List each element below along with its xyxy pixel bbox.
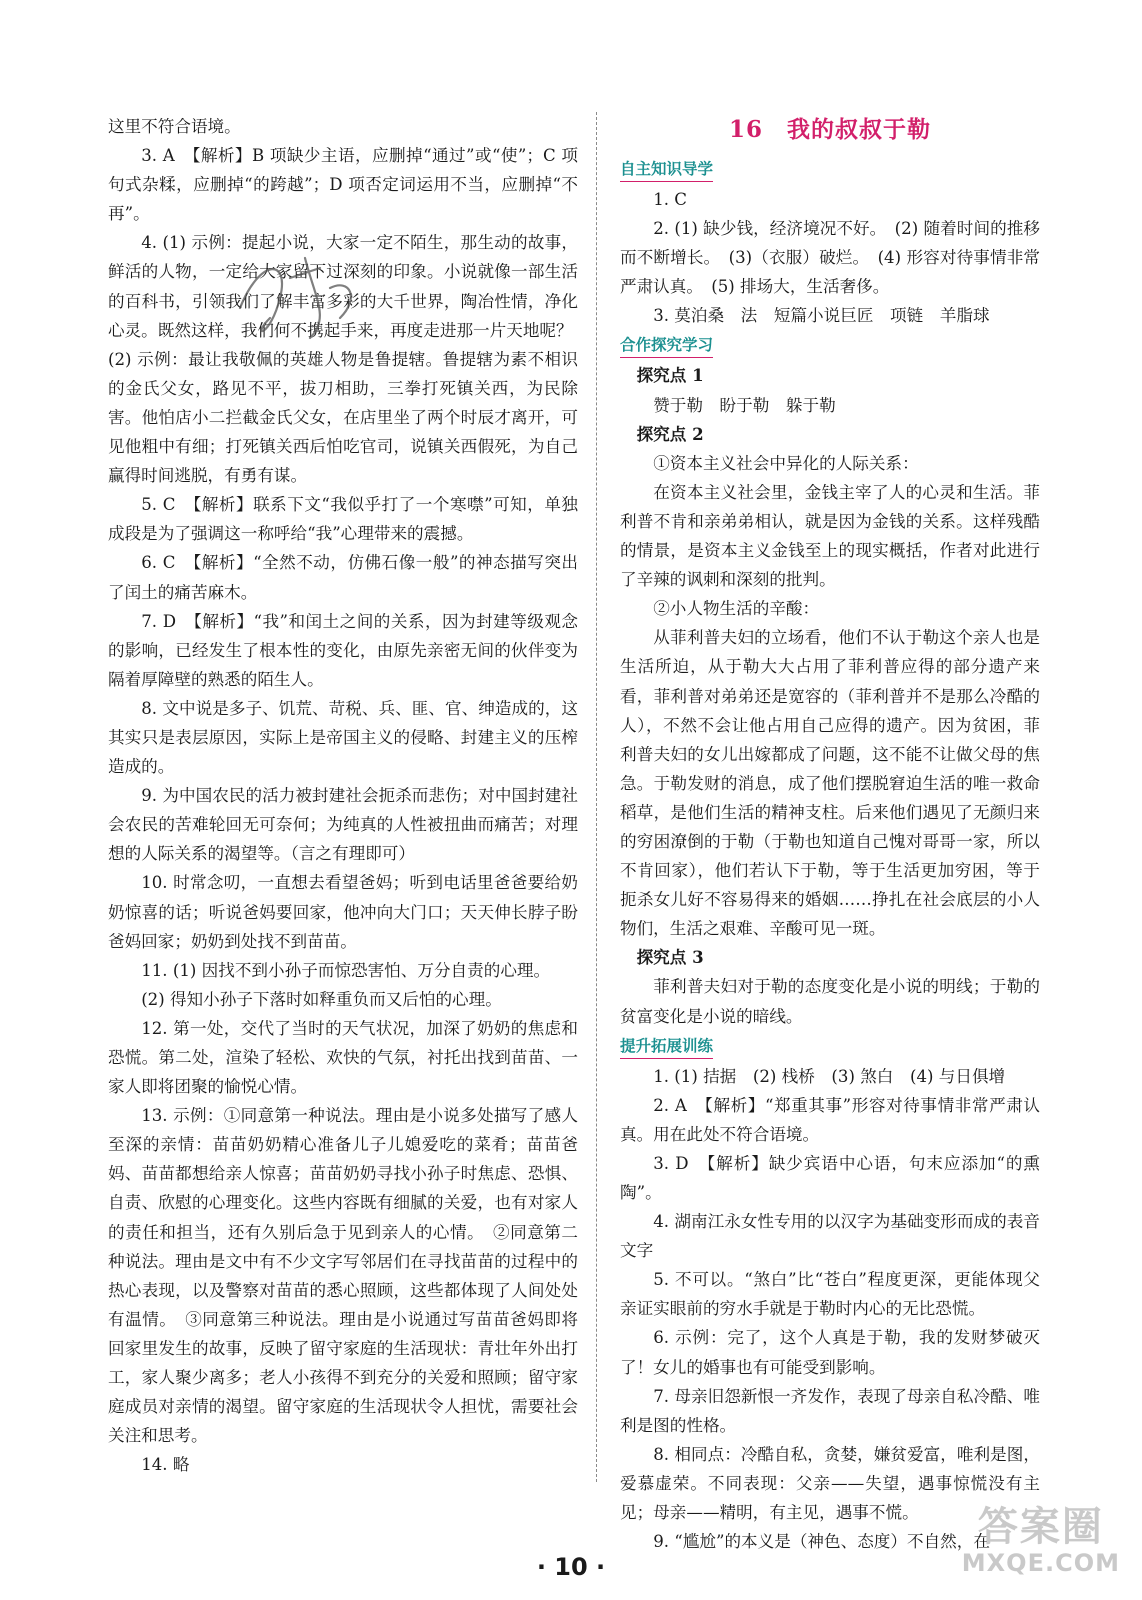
answer-paragraph: ①资本主义社会中异化的人际关系： xyxy=(653,453,919,473)
watermark-line2: MXQE.COM xyxy=(961,1549,1120,1577)
answer-paragraph: 在资本主义社会里，金钱主宰了人的心灵和生活。菲利普不肯和亲弟弟相认，就是因为金钱的关系。这样残酷的情景，是资本主义金钱至上的现实概括，作者对此进行了辛辣的讽刺和深刻的批判。 xyxy=(620,482,1040,590)
section-heading: 自主知识导学 xyxy=(620,157,713,182)
answer-paragraph: 菲利普夫妇对于勒的态度变化是小说的明线；于勒的贫富变化是小说的暗线。 xyxy=(620,977,1040,1026)
answer-paragraph: 9. “尴尬”的本义是（神色、态度）不自然，在 xyxy=(653,1532,990,1552)
inquiry-point-label: 探究点 1 xyxy=(636,365,704,386)
answer-paragraph: 8. 相同点：冷酷自私，贪婪，嫌贫爱富，唯利是图，爱慕虚荣。不同表现：父亲——失望，遇事惊慌没有主见；母亲——精明，有主见，遇事不慌。 xyxy=(620,1444,1040,1523)
answer-paragraph: 8. 文中说是多子、饥荒、苛税、兵、匪、官、绅造成的，这其实只是表层原因，实际上是帝国主义的侵略、封建主义的压榨造成的。 xyxy=(108,698,578,777)
answer-paragraph: 9. 为中国农民的活力被封建社会扼杀而悲伤；对中国封建社会农民的苦难轮回无可奈何；为纯真的人性被扭曲而痛苦；对理想的人际关系的渴望等。（言之有理即可） xyxy=(108,786,578,864)
watermark-logo xyxy=(962,1505,1120,1577)
answer-paragraph: 1. (1) 拮据 (2) 栈桥 (3) 煞白 (4) 与日俱增 xyxy=(653,1066,1006,1086)
answer-paragraph: 12. 第一处，交代了当时的天气状况，加深了奶奶的焦虑和恐慌。第二处，渲染了轻松、欢快的气氛，衬托出找到苗苗、一家人即将团聚的愉悦心情。 xyxy=(108,1018,578,1097)
answer-paragraph: 7. D 【解析】“我”和闰土之间的关系，因为封建等级观念的影响，已经发生了根本性的变化，由原先亲密无间的伙伴变为隔着厚障壁的熟悉的陌生人。 xyxy=(108,611,578,689)
answer-paragraph: (2) 示例：最让我敬佩的英雄人物是鲁提辖。鲁提辖为素不相识的金氏父女，路见不平，拔刀相助，三拳打死镇关西，为民除害。他怕店小二拦截金氏父女，在店里坐了两个时辰才离开，可见他粗中有细；打死镇关西后怕吃官司，说镇关西假死，为自己赢得时间逃脱，有勇有谋。 xyxy=(108,349,578,486)
answer-paragraph: 赞于勒 盼于勒 躲于勒 xyxy=(653,395,836,415)
inquiry-point-label: 探究点 3 xyxy=(636,947,704,968)
answer-paragraph: 14. 略 xyxy=(141,1455,190,1475)
answer-paragraph: 6. C 【解析】“全然不动，仿佛石像一般”的神态描写突出了闰土的痛苦麻木。 xyxy=(108,553,578,602)
answer-paragraph: 4. 湖南江永女性专用的以汉字为基础变形而成的表音文字 xyxy=(620,1212,1040,1261)
answer-paragraph: 7. 母亲旧怨新恨一齐发作，表现了母亲自私冷酷、唯利是图的性格。 xyxy=(620,1386,1040,1435)
answer-paragraph: 10. 时常念叨，一直想去看望爸妈；听到电话里爸爸要给奶奶惊喜的话；听说爸妈要回家，他冲向大门口；天天伸长脖子盼爸妈回家；奶奶到处找不到苗苗。 xyxy=(108,873,578,951)
answer-paragraph: 1. C xyxy=(653,190,687,209)
right-column xyxy=(620,112,1040,1556)
answer-paragraph: 3. D 【解析】缺少宾语中心语，句末应添加“的熏陶”。 xyxy=(620,1153,1040,1202)
answer-paragraph: 5. C 【解析】联系下文“我似乎打了一个寒噤”可知，单独成段是为了强调这一称呼给“我”心理带来的震撼。 xyxy=(108,495,578,544)
answer-paragraph: 6. 示例：完了，这个人真是于勒，我的发财梦破灭了！女儿的婚事也有可能受到影响。 xyxy=(620,1328,1040,1377)
answer-paragraph: 2. (1) 缺少钱，经济境况不好。 (2) 随着时间的推移而不断增长。 (3)（衣服）破烂。 (4) 形容对待事情非常严肃认真。 (5) 排场大，生活奢侈。 xyxy=(620,219,1040,297)
answer-paragraph: 3. 莫泊桑 法 短篇小说巨匠 项链 羊脂球 xyxy=(653,306,990,326)
answer-paragraph: 4. (1) 示例：提起小说，大家一定不陌生，那生动的故事，鲜活的人物，一定给大家留下过深刻的印象。小说就像一部生活的百科书，引领我们了解丰富多彩的大千世界，陶冶性情，净化心灵。既然这样，我们何不携起手来，再度走进那一片天地呢？ xyxy=(108,233,578,340)
section-heading: 合作探究学习 xyxy=(620,333,713,358)
page-number-value: 10 xyxy=(554,1553,588,1581)
answer-paragraph: ②小人物生活的辛酸： xyxy=(653,599,820,619)
inquiry-point-label: 探究点 2 xyxy=(636,423,704,444)
handwriting-scribble xyxy=(220,238,370,358)
answer-paragraph: 2. A 【解析】“郑重其事”形容对待事情非常严肃认真。用在此处不符合语境。 xyxy=(620,1095,1040,1144)
answer-paragraph: 13. 示例：①同意第一种说法。理由是小说多处描写了感人至深的亲情：苗苗奶奶精心准备儿子儿媳爱吃的菜肴；苗苗爸妈、苗苗都想给亲人惊喜；苗苗奶奶寻找小孙子时焦虑、恐惧、自责、欣慰的心理变化。这些内容既有细腻的关爱，也有对家人的责任和担当，还有久别后急于见到亲人的心情。 ②同意第二种说法。理由是文中有不少文字写邻居们在寻找苗苗的过程中的热心表现，以及警察对苗苗的悉心照顾，这些都体现了人间处处有温情。 ③同意第三种说法。理由是小说通过写苗苗爸妈即将回家里发生的故事，反映了留守家庭的生活现状：青壮年外出打工，家人聚少离多；老人小孩得不到充分的关爱和照顾；留守家庭成员对亲情的渴望。留守家庭的生活现状令人担忧，需要社会关注和思考。 xyxy=(108,1106,578,1446)
answer-paragraph: 5. 不可以。“煞白”比“苍白”程度更深，更能体现父亲证实眼前的穷水手就是于勒时内心的无比恐慌。 xyxy=(620,1270,1040,1319)
answer-paragraph: 11. (1) 因找不到小孙子而惊恐害怕、万分自责的心理。 xyxy=(141,960,551,980)
watermark-line1: 答案圈 xyxy=(977,1504,1104,1550)
section-heading: 提升拓展训练 xyxy=(620,1034,713,1059)
right-sections xyxy=(620,154,1040,1556)
page-number: · 10 · xyxy=(536,1553,606,1581)
answer-paragraph: 从菲利普夫妇的立场看，他们不认于勒这个亲人也是生活所迫，从于勒大大占用了菲利普应得的部分遗产来看，菲利普对弟弟还是宽容的（菲利普并不是那么冷酷的人），不然不会让他占用自己应得的遗产。因为贫困，菲利普夫妇的女儿出嫁都成了问题，这不能不让做父母的焦急。于勒发财的消息，成了他们摆脱窘迫生活的唯一救命稻草，是他们生活的精神支柱。后来他们遇见了无颜归来的穷困潦倒的于勒（于勒也知道自己愧对哥哥一家，所以不肯回家），他们若认下于勒，等于生活更加穷困，等于扼杀女儿好不容易得来的婚姻……挣扎在社会底层的小人物们，生活之艰难、辛酸可见一斑。 xyxy=(620,628,1040,939)
answer-paragraph: 这里不符合语境。 xyxy=(108,117,241,136)
column-divider xyxy=(596,112,597,1482)
answer-paragraph: 3. A 【解析】B 项缺少主语，应删掉“通过”或“使”；C 项句式杂糅，应删掉“的跨越”；D 项否定词运用不当，应删掉“不再”。 xyxy=(108,146,578,224)
answer-paragraph: (2) 得知小孙子下落时如释重负而又后怕的心理。 xyxy=(141,989,502,1009)
lesson-title: 16 我的叔叔于勒 xyxy=(728,116,931,143)
